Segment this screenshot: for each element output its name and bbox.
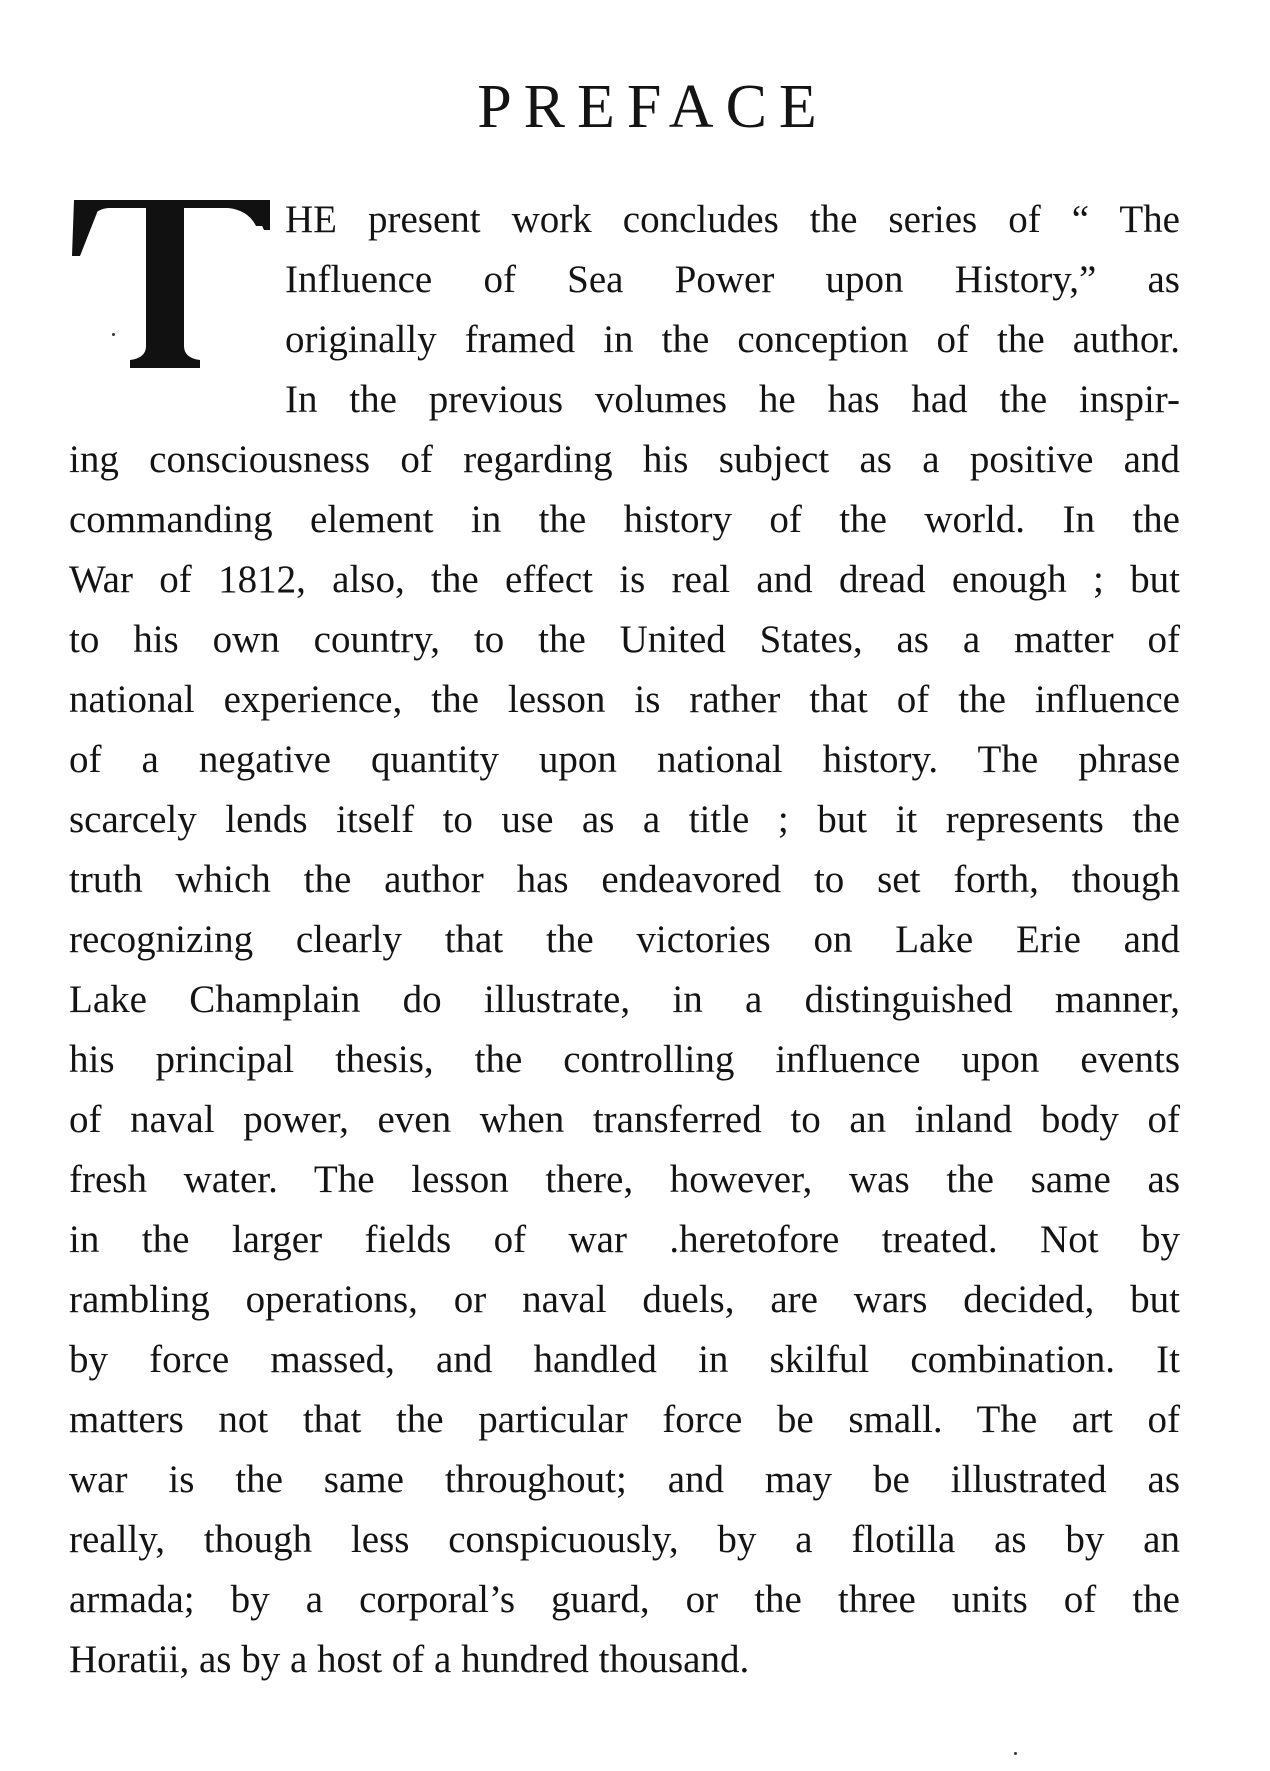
- body-line: of naval power, even when transferred to an inland body of: [69, 1098, 1180, 1141]
- body-line: truth which the author has endeavored to set forth, though: [69, 858, 1180, 901]
- body-text: [69, 430, 1180, 1690]
- lead-line: originally framed in the conception of the author.: [285, 318, 1180, 361]
- print-speck: [1014, 1752, 1017, 1755]
- body-line: scarcely lends itself to use as a title ; but it represents the: [69, 798, 1180, 841]
- drop-cap-t: [72, 196, 272, 372]
- body-line: Lake Champlain do illustrate, in a distinguished manner,: [69, 978, 1180, 1021]
- body-line: national experience, the lesson is rather that of the influence: [69, 678, 1180, 721]
- lead-paragraph: [285, 190, 1180, 430]
- body-line: rambling operations, or naval duels, are wars decided, but: [69, 1278, 1180, 1321]
- body-line: fresh water. The lesson there, however, was the same as: [69, 1158, 1180, 1201]
- body-line: War of 1812, also, the effect is real and dread enough ; but: [69, 558, 1180, 601]
- body-line: of a negative quantity upon national history. The phrase: [69, 738, 1180, 781]
- body-line: Horatii, as by a host of a hundred thousand.: [69, 1638, 750, 1681]
- body-line: in the larger fields of war .heretofore treated. Not by: [69, 1218, 1180, 1261]
- body-line: by force massed, and handled in skilful combination. It: [69, 1338, 1180, 1381]
- lead-line: HE present work concludes the series of “ The: [285, 198, 1180, 241]
- body-line: recognizing clearly that the victories on Lake Erie and: [69, 918, 1180, 961]
- body-line: to his own country, to the United States, as a matter of: [69, 618, 1180, 661]
- body-line: really, though less conspicuously, by a flotilla as by an: [69, 1518, 1180, 1561]
- page-title: PREFACE: [477, 72, 829, 141]
- body-line: his principal thesis, the controlling influence upon events: [69, 1038, 1180, 1081]
- lead-line: In the previous volumes he has had the inspir-: [285, 378, 1180, 421]
- body-line: commanding element in the history of the world. In the: [69, 498, 1180, 541]
- body-line: armada; by a corporal’s guard, or the three units of the: [69, 1578, 1180, 1621]
- body-line: war is the same throughout; and may be illustrated as: [69, 1458, 1180, 1501]
- print-speck: [112, 333, 115, 336]
- body-line: matters not that the particular force be small. The art of: [69, 1398, 1180, 1441]
- lead-line: Influence of Sea Power upon History,” as: [285, 258, 1180, 301]
- body-line: ing consciousness of regarding his subject as a positive and: [69, 438, 1180, 481]
